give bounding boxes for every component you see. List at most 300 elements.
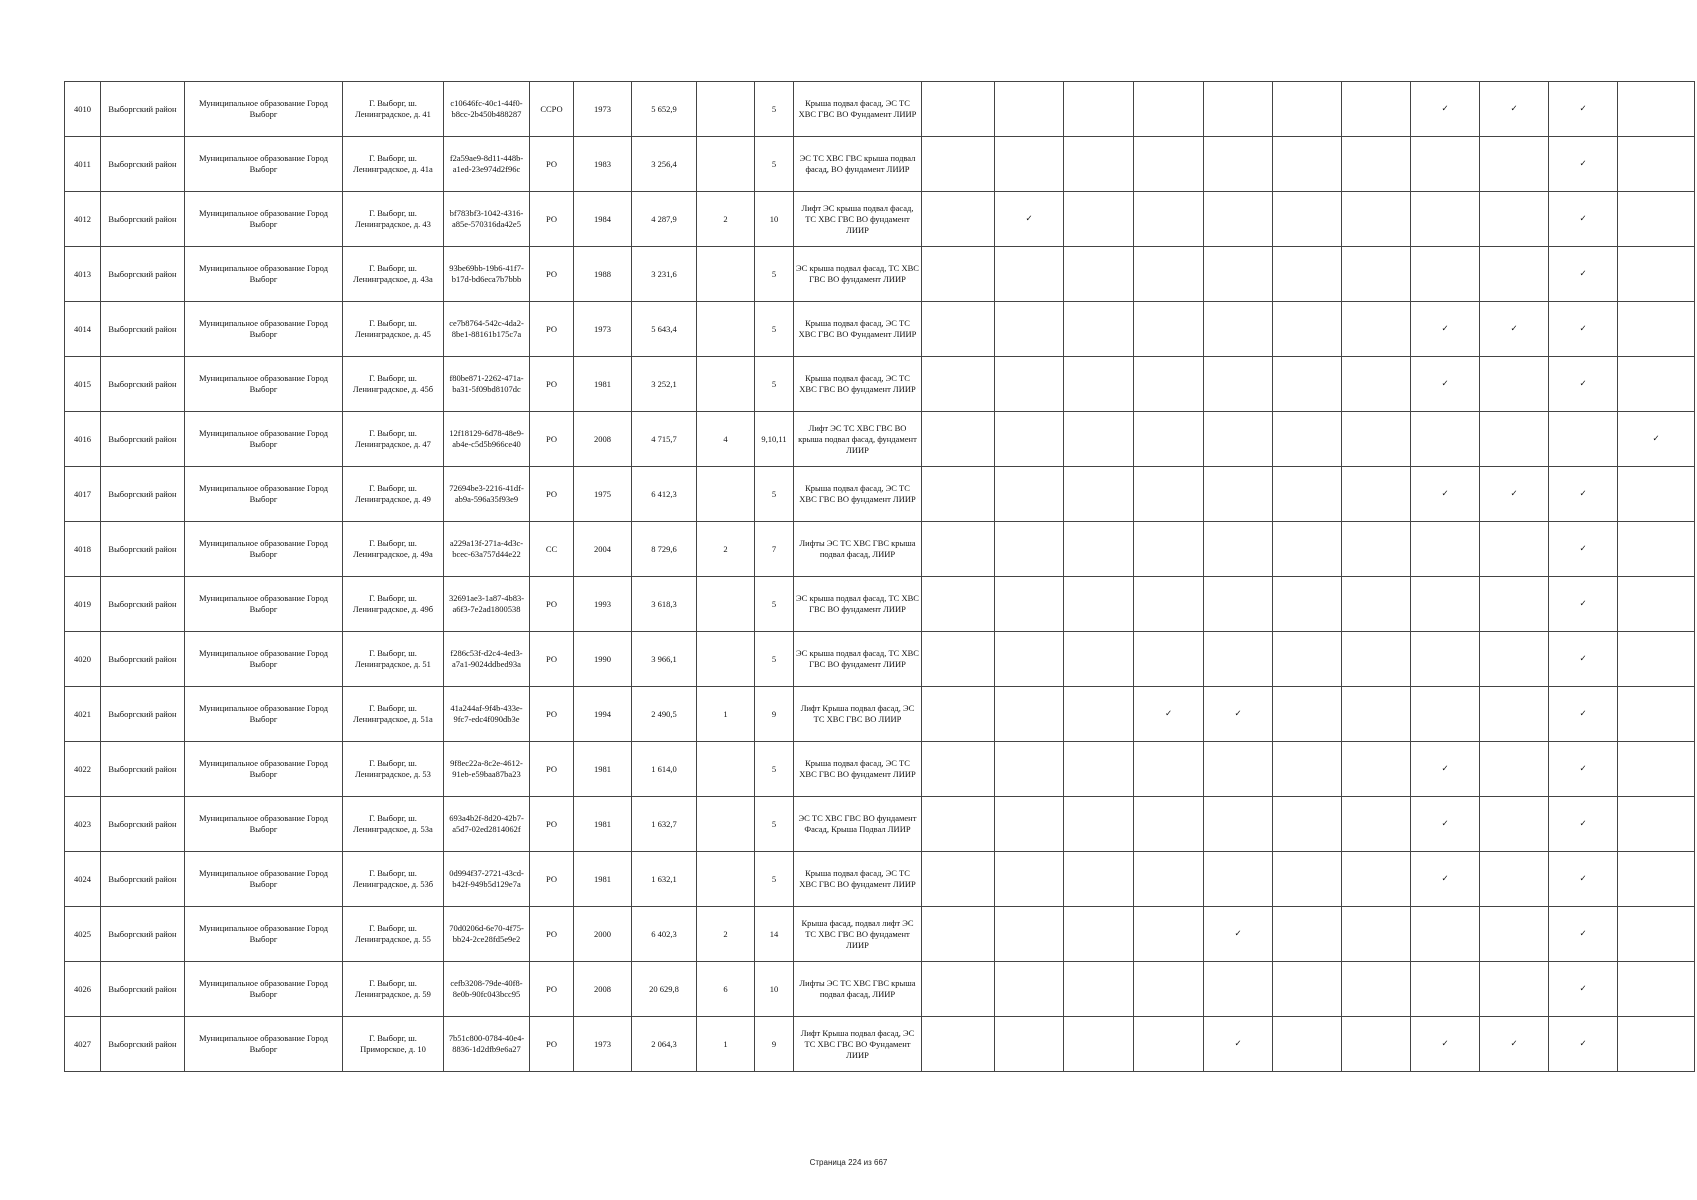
check-mark-icon: ✓ bbox=[1549, 632, 1618, 687]
municipality-cell: Муниципальное образование Город Выборг bbox=[185, 797, 343, 852]
district-cell: Выборгский район bbox=[101, 632, 185, 687]
empty-check-cell bbox=[922, 192, 995, 247]
empty-check-cell bbox=[1618, 797, 1695, 852]
empty-check-cell bbox=[1273, 632, 1342, 687]
empty-check-cell bbox=[1342, 632, 1411, 687]
type-cell: РО bbox=[530, 852, 574, 907]
empty-check-cell bbox=[1273, 412, 1342, 467]
empty-check-cell bbox=[1064, 192, 1134, 247]
empty-check-cell bbox=[1273, 797, 1342, 852]
empty-check-cell bbox=[1134, 412, 1204, 467]
floors-cell: 5 bbox=[755, 742, 794, 797]
empty-check-cell bbox=[922, 962, 995, 1017]
works-cell: ЭС ТС ХВС ГВС ВО фундамент Фасад, Крыша Подвал ЛИИР bbox=[794, 797, 922, 852]
guid-cell: a229a13f-271a-4d3c-bcec-63a757d44e22 bbox=[444, 522, 530, 577]
row-number: 4021 bbox=[65, 687, 101, 742]
empty-check-cell bbox=[1480, 137, 1549, 192]
type-cell: ССРО bbox=[530, 82, 574, 137]
empty-check-cell bbox=[1134, 577, 1204, 632]
area-cell: 3 256,4 bbox=[632, 137, 697, 192]
check-mark-icon: ✓ bbox=[1204, 907, 1273, 962]
empty-check-cell bbox=[1618, 687, 1695, 742]
empty-check-cell bbox=[1064, 687, 1134, 742]
guid-cell: 41a244af-9f4b-433e-9fc7-edc4f090db3e bbox=[444, 687, 530, 742]
empty-check-cell bbox=[1134, 247, 1204, 302]
guid-cell: 70d0206d-6e70-4f75-bb24-2ce28fd5e9e2 bbox=[444, 907, 530, 962]
check-mark-icon: ✓ bbox=[1549, 962, 1618, 1017]
type-cell: СС bbox=[530, 522, 574, 577]
empty-check-cell bbox=[1134, 82, 1204, 137]
check-mark-icon: ✓ bbox=[1411, 82, 1480, 137]
empty-check-cell bbox=[1480, 852, 1549, 907]
district-cell: Выборгский район bbox=[101, 962, 185, 1017]
check-mark-icon: ✓ bbox=[1549, 797, 1618, 852]
empty-check-cell bbox=[1273, 82, 1342, 137]
empty-check-cell bbox=[1342, 302, 1411, 357]
empty-check-cell bbox=[1342, 137, 1411, 192]
table-row bbox=[65, 852, 1695, 907]
municipality-cell: Муниципальное образование Город Выборг bbox=[185, 467, 343, 522]
district-cell: Выборгский район bbox=[101, 522, 185, 577]
area-cell: 3 231,6 bbox=[632, 247, 697, 302]
empty-check-cell bbox=[1342, 192, 1411, 247]
table-row bbox=[65, 302, 1695, 357]
empty-check-cell bbox=[922, 522, 995, 577]
empty-check-cell bbox=[995, 797, 1064, 852]
year-cell: 1981 bbox=[574, 357, 632, 412]
district-cell: Выборгский район bbox=[101, 742, 185, 797]
empty-check-cell bbox=[1342, 467, 1411, 522]
check-mark-icon: ✓ bbox=[1411, 797, 1480, 852]
floors-cell: 10 bbox=[755, 962, 794, 1017]
lifts-cell bbox=[697, 577, 755, 632]
check-mark-icon: ✓ bbox=[1480, 1017, 1549, 1072]
year-cell: 1984 bbox=[574, 192, 632, 247]
empty-check-cell bbox=[1342, 522, 1411, 577]
type-cell: РО bbox=[530, 247, 574, 302]
empty-check-cell bbox=[1411, 577, 1480, 632]
empty-check-cell bbox=[995, 852, 1064, 907]
empty-check-cell bbox=[1273, 192, 1342, 247]
check-mark-icon: ✓ bbox=[1411, 302, 1480, 357]
empty-check-cell bbox=[922, 1017, 995, 1072]
row-number: 4013 bbox=[65, 247, 101, 302]
empty-check-cell bbox=[1618, 302, 1695, 357]
row-number: 4027 bbox=[65, 1017, 101, 1072]
empty-check-cell bbox=[1618, 907, 1695, 962]
empty-check-cell bbox=[1480, 192, 1549, 247]
guid-cell: 7b51c800-0784-40e4-8836-1d2dfb9e6a27 bbox=[444, 1017, 530, 1072]
row-number: 4011 bbox=[65, 137, 101, 192]
empty-check-cell bbox=[1342, 687, 1411, 742]
municipality-cell: Муниципальное образование Город Выборг bbox=[185, 962, 343, 1017]
empty-check-cell bbox=[1273, 357, 1342, 412]
empty-check-cell bbox=[922, 247, 995, 302]
year-cell: 1973 bbox=[574, 302, 632, 357]
empty-check-cell bbox=[1273, 687, 1342, 742]
empty-check-cell bbox=[922, 632, 995, 687]
year-cell: 1981 bbox=[574, 797, 632, 852]
empty-check-cell bbox=[1618, 137, 1695, 192]
district-cell: Выборгский район bbox=[101, 907, 185, 962]
empty-check-cell bbox=[1273, 907, 1342, 962]
lifts-cell: 2 bbox=[697, 522, 755, 577]
empty-check-cell bbox=[1134, 192, 1204, 247]
works-cell: Крыша подвал фасад, ЭС ТС ХВС ГВС ВО фундамент ЛИИР bbox=[794, 742, 922, 797]
empty-check-cell bbox=[1342, 82, 1411, 137]
empty-check-cell bbox=[995, 907, 1064, 962]
municipality-cell: Муниципальное образование Город Выборг bbox=[185, 137, 343, 192]
municipality-cell: Муниципальное образование Город Выборг bbox=[185, 357, 343, 412]
empty-check-cell bbox=[1064, 412, 1134, 467]
works-cell: ЭС крыша подвал фасад, ТС ХВС ГВС ВО фундамент ЛИИР bbox=[794, 577, 922, 632]
floors-cell: 9 bbox=[755, 687, 794, 742]
guid-cell: f2a59ae9-8d11-448b-a1ed-23e974d2f96c bbox=[444, 137, 530, 192]
check-mark-icon: ✓ bbox=[1549, 467, 1618, 522]
empty-check-cell bbox=[1204, 302, 1273, 357]
works-cell: ЭС крыша подвал фасад, ТС ХВС ГВС ВО фундамент ЛИИР bbox=[794, 632, 922, 687]
empty-check-cell bbox=[922, 797, 995, 852]
lifts-cell bbox=[697, 137, 755, 192]
empty-check-cell bbox=[1342, 577, 1411, 632]
area-cell: 5 652,9 bbox=[632, 82, 697, 137]
floors-cell: 5 bbox=[755, 137, 794, 192]
empty-check-cell bbox=[995, 687, 1064, 742]
empty-check-cell bbox=[995, 247, 1064, 302]
lifts-cell bbox=[697, 467, 755, 522]
works-cell: Крыша подвал фасад, ЭС ТС ХВС ГВС ВО Фундамент ЛИИР bbox=[794, 302, 922, 357]
check-mark-icon: ✓ bbox=[1549, 907, 1618, 962]
floors-cell: 9 bbox=[755, 1017, 794, 1072]
empty-check-cell bbox=[922, 852, 995, 907]
check-mark-icon: ✓ bbox=[1480, 82, 1549, 137]
year-cell: 1994 bbox=[574, 687, 632, 742]
address-cell: Г. Выборг, ш. Ленинградское, д. 53 bbox=[343, 742, 444, 797]
municipality-cell: Муниципальное образование Город Выборг bbox=[185, 522, 343, 577]
municipality-cell: Муниципальное образование Город Выборг bbox=[185, 82, 343, 137]
empty-check-cell bbox=[995, 302, 1064, 357]
empty-check-cell bbox=[995, 82, 1064, 137]
address-cell: Г. Выборг, ш. Ленинградское, д. 45б bbox=[343, 357, 444, 412]
municipality-cell: Муниципальное образование Город Выборг bbox=[185, 302, 343, 357]
address-cell: Г. Выборг, ш. Ленинградское, д. 59 bbox=[343, 962, 444, 1017]
table-row bbox=[65, 962, 1695, 1017]
empty-check-cell bbox=[1618, 1017, 1695, 1072]
empty-check-cell bbox=[922, 82, 995, 137]
check-mark-icon: ✓ bbox=[995, 192, 1064, 247]
empty-check-cell bbox=[1064, 137, 1134, 192]
empty-check-cell bbox=[1480, 687, 1549, 742]
empty-check-cell bbox=[1273, 1017, 1342, 1072]
floors-cell: 5 bbox=[755, 357, 794, 412]
empty-check-cell bbox=[1064, 852, 1134, 907]
floors-cell: 14 bbox=[755, 907, 794, 962]
empty-check-cell bbox=[1411, 907, 1480, 962]
address-cell: Г. Выборг, ш. Ленинградское, д. 51а bbox=[343, 687, 444, 742]
empty-check-cell bbox=[1480, 797, 1549, 852]
lifts-cell: 1 bbox=[697, 1017, 755, 1072]
floors-cell: 5 bbox=[755, 632, 794, 687]
empty-check-cell bbox=[1618, 82, 1695, 137]
year-cell: 1983 bbox=[574, 137, 632, 192]
empty-check-cell bbox=[1134, 302, 1204, 357]
empty-check-cell bbox=[1134, 357, 1204, 412]
empty-check-cell bbox=[1204, 357, 1273, 412]
empty-check-cell bbox=[1134, 632, 1204, 687]
year-cell: 2008 bbox=[574, 412, 632, 467]
empty-check-cell bbox=[1273, 742, 1342, 797]
type-cell: РО bbox=[530, 1017, 574, 1072]
district-cell: Выборгский район bbox=[101, 797, 185, 852]
lifts-cell bbox=[697, 357, 755, 412]
lifts-cell bbox=[697, 852, 755, 907]
municipality-cell: Муниципальное образование Город Выборг bbox=[185, 632, 343, 687]
check-mark-icon: ✓ bbox=[1549, 247, 1618, 302]
guid-cell: 693a4b2f-8d20-42b7-a5d7-02ed2814062f bbox=[444, 797, 530, 852]
empty-check-cell bbox=[1342, 852, 1411, 907]
table-row bbox=[65, 687, 1695, 742]
empty-check-cell bbox=[1411, 192, 1480, 247]
year-cell: 1975 bbox=[574, 467, 632, 522]
district-cell: Выборгский район bbox=[101, 412, 185, 467]
check-mark-icon: ✓ bbox=[1549, 192, 1618, 247]
empty-check-cell bbox=[1480, 632, 1549, 687]
table-row bbox=[65, 742, 1695, 797]
address-cell: Г. Выборг, ш. Ленинградское, д. 41 bbox=[343, 82, 444, 137]
address-cell: Г. Выборг, ш. Приморское, д. 10 bbox=[343, 1017, 444, 1072]
check-mark-icon: ✓ bbox=[1480, 302, 1549, 357]
check-mark-icon: ✓ bbox=[1549, 302, 1618, 357]
type-cell: РО bbox=[530, 907, 574, 962]
check-mark-icon: ✓ bbox=[1549, 687, 1618, 742]
empty-check-cell bbox=[922, 412, 995, 467]
empty-check-cell bbox=[995, 522, 1064, 577]
year-cell: 1993 bbox=[574, 577, 632, 632]
empty-check-cell bbox=[922, 357, 995, 412]
empty-check-cell bbox=[1480, 522, 1549, 577]
empty-check-cell bbox=[1204, 852, 1273, 907]
district-cell: Выборгский район bbox=[101, 467, 185, 522]
guid-cell: c10646fc-40c1-44f0-b8cc-2b450b488287 bbox=[444, 82, 530, 137]
empty-check-cell bbox=[922, 907, 995, 962]
empty-check-cell bbox=[1480, 247, 1549, 302]
area-cell: 20 629,8 bbox=[632, 962, 697, 1017]
year-cell: 1973 bbox=[574, 82, 632, 137]
check-mark-icon: ✓ bbox=[1549, 577, 1618, 632]
empty-check-cell bbox=[1134, 907, 1204, 962]
empty-check-cell bbox=[1134, 522, 1204, 577]
empty-check-cell bbox=[1411, 687, 1480, 742]
guid-cell: cefb3208-79de-40f8-8e0b-90fc043bcc95 bbox=[444, 962, 530, 1017]
check-mark-icon: ✓ bbox=[1549, 1017, 1618, 1072]
empty-check-cell bbox=[1134, 852, 1204, 907]
empty-check-cell bbox=[1480, 742, 1549, 797]
empty-check-cell bbox=[1618, 522, 1695, 577]
works-cell: Крыша подвал фасад, ЭС ТС ХВС ГВС ВО фундамент ЛИИР bbox=[794, 357, 922, 412]
type-cell: РО bbox=[530, 302, 574, 357]
year-cell: 1981 bbox=[574, 742, 632, 797]
works-cell: Лифты ЭС ТС ХВС ГВС крыша подвал фасад, ЛИИР bbox=[794, 522, 922, 577]
guid-cell: ce7b8764-542c-4da2-8be1-88161b175c7a bbox=[444, 302, 530, 357]
year-cell: 2004 bbox=[574, 522, 632, 577]
empty-check-cell bbox=[1273, 577, 1342, 632]
empty-check-cell bbox=[1411, 522, 1480, 577]
empty-check-cell bbox=[922, 687, 995, 742]
empty-check-cell bbox=[1204, 467, 1273, 522]
check-mark-icon: ✓ bbox=[1549, 522, 1618, 577]
table-row bbox=[65, 907, 1695, 962]
empty-check-cell bbox=[1480, 907, 1549, 962]
check-mark-icon: ✓ bbox=[1549, 742, 1618, 797]
lifts-cell: 2 bbox=[697, 907, 755, 962]
empty-check-cell bbox=[1342, 357, 1411, 412]
empty-check-cell bbox=[1064, 357, 1134, 412]
empty-check-cell bbox=[1204, 577, 1273, 632]
row-number: 4023 bbox=[65, 797, 101, 852]
empty-check-cell bbox=[1064, 962, 1134, 1017]
check-mark-icon: ✓ bbox=[1134, 687, 1204, 742]
empty-check-cell bbox=[1204, 962, 1273, 1017]
district-cell: Выборгский район bbox=[101, 82, 185, 137]
check-mark-icon: ✓ bbox=[1204, 687, 1273, 742]
empty-check-cell bbox=[922, 742, 995, 797]
floors-cell: 5 bbox=[755, 247, 794, 302]
year-cell: 2000 bbox=[574, 907, 632, 962]
municipality-cell: Муниципальное образование Город Выборг bbox=[185, 852, 343, 907]
lifts-cell bbox=[697, 82, 755, 137]
district-cell: Выборгский район bbox=[101, 1017, 185, 1072]
empty-check-cell bbox=[1204, 247, 1273, 302]
year-cell: 2008 bbox=[574, 962, 632, 1017]
guid-cell: 72694be3-2216-41df-ab9a-596a35f93e9 bbox=[444, 467, 530, 522]
empty-check-cell bbox=[1411, 962, 1480, 1017]
empty-check-cell bbox=[995, 962, 1064, 1017]
empty-check-cell bbox=[1204, 137, 1273, 192]
empty-check-cell bbox=[1549, 412, 1618, 467]
empty-check-cell bbox=[1342, 412, 1411, 467]
empty-check-cell bbox=[1342, 742, 1411, 797]
empty-check-cell bbox=[995, 1017, 1064, 1072]
empty-check-cell bbox=[1134, 962, 1204, 1017]
empty-check-cell bbox=[995, 632, 1064, 687]
table-row bbox=[65, 797, 1695, 852]
area-cell: 8 729,6 bbox=[632, 522, 697, 577]
empty-check-cell bbox=[1411, 137, 1480, 192]
table-row bbox=[65, 82, 1695, 137]
works-cell: Лифт Крыша подвал фасад, ЭС ТС ХВС ГВС ВО ЛИИР bbox=[794, 687, 922, 742]
empty-check-cell bbox=[1134, 742, 1204, 797]
address-cell: Г. Выборг, ш. Ленинградское, д. 51 bbox=[343, 632, 444, 687]
municipality-cell: Муниципальное образование Город Выборг bbox=[185, 577, 343, 632]
empty-check-cell bbox=[1064, 742, 1134, 797]
floors-cell: 10 bbox=[755, 192, 794, 247]
municipality-cell: Муниципальное образование Город Выборг bbox=[185, 247, 343, 302]
empty-check-cell bbox=[1273, 962, 1342, 1017]
floors-cell: 5 bbox=[755, 852, 794, 907]
type-cell: РО bbox=[530, 687, 574, 742]
empty-check-cell bbox=[1064, 907, 1134, 962]
row-number: 4026 bbox=[65, 962, 101, 1017]
table-row bbox=[65, 467, 1695, 522]
works-cell: Крыша подвал фасад, ЭС ТС ХВС ГВС ВО Фундамент ЛИИР bbox=[794, 82, 922, 137]
area-cell: 3 966,1 bbox=[632, 632, 697, 687]
empty-check-cell bbox=[1618, 247, 1695, 302]
guid-cell: 0d994f37-2721-43cd-b42f-949b5d129e7a bbox=[444, 852, 530, 907]
table-row bbox=[65, 522, 1695, 577]
guid-cell: 32691ae3-1a87-4b83-a6f3-7e2ad1800538 bbox=[444, 577, 530, 632]
type-cell: РО bbox=[530, 797, 574, 852]
empty-check-cell bbox=[1273, 137, 1342, 192]
works-cell: Лифт ЭС ТС ХВС ГВС ВО крыша подвал фасад, фундамент ЛИИР bbox=[794, 412, 922, 467]
empty-check-cell bbox=[1618, 852, 1695, 907]
row-number: 4022 bbox=[65, 742, 101, 797]
empty-check-cell bbox=[1134, 137, 1204, 192]
guid-cell: 9f8ec22a-8c2e-4612-91eb-e59baa87ba23 bbox=[444, 742, 530, 797]
lifts-cell bbox=[697, 302, 755, 357]
lifts-cell bbox=[697, 247, 755, 302]
empty-check-cell bbox=[1204, 192, 1273, 247]
empty-check-cell bbox=[922, 137, 995, 192]
empty-check-cell bbox=[1480, 412, 1549, 467]
row-number: 4015 bbox=[65, 357, 101, 412]
area-cell: 6 402,3 bbox=[632, 907, 697, 962]
empty-check-cell bbox=[1204, 82, 1273, 137]
lifts-cell: 2 bbox=[697, 192, 755, 247]
floors-cell: 7 bbox=[755, 522, 794, 577]
guid-cell: 12f18129-6d78-48e9-ab4e-c5d5b966ce40 bbox=[444, 412, 530, 467]
empty-check-cell bbox=[1273, 302, 1342, 357]
lifts-cell bbox=[697, 632, 755, 687]
empty-check-cell bbox=[1134, 467, 1204, 522]
empty-check-cell bbox=[1064, 247, 1134, 302]
empty-check-cell bbox=[1618, 577, 1695, 632]
year-cell: 1988 bbox=[574, 247, 632, 302]
empty-check-cell bbox=[1618, 742, 1695, 797]
address-cell: Г. Выборг, ш. Ленинградское, д. 49 bbox=[343, 467, 444, 522]
table-body bbox=[65, 82, 1695, 1072]
table-row bbox=[65, 1017, 1695, 1072]
empty-check-cell bbox=[1204, 632, 1273, 687]
area-cell: 6 412,3 bbox=[632, 467, 697, 522]
empty-check-cell bbox=[995, 742, 1064, 797]
area-cell: 1 614,0 bbox=[632, 742, 697, 797]
empty-check-cell bbox=[1618, 962, 1695, 1017]
municipality-cell: Муниципальное образование Город Выборг bbox=[185, 1017, 343, 1072]
district-cell: Выборгский район bbox=[101, 687, 185, 742]
empty-check-cell bbox=[1064, 467, 1134, 522]
check-mark-icon: ✓ bbox=[1549, 82, 1618, 137]
empty-check-cell bbox=[1064, 1017, 1134, 1072]
lifts-cell bbox=[697, 742, 755, 797]
table-row bbox=[65, 632, 1695, 687]
lifts-cell bbox=[697, 797, 755, 852]
row-number: 4016 bbox=[65, 412, 101, 467]
guid-cell: f286c53f-d2c4-4ed3-a7a1-9024ddbed93a bbox=[444, 632, 530, 687]
district-cell: Выборгский район bbox=[101, 302, 185, 357]
address-cell: Г. Выборг, ш. Ленинградское, д. 43а bbox=[343, 247, 444, 302]
row-number: 4020 bbox=[65, 632, 101, 687]
area-cell: 3 252,1 bbox=[632, 357, 697, 412]
empty-check-cell bbox=[1064, 82, 1134, 137]
empty-check-cell bbox=[1273, 852, 1342, 907]
address-cell: Г. Выборг, ш. Ленинградское, д. 53а bbox=[343, 797, 444, 852]
works-cell: Крыша подвал фасад, ЭС ТС ХВС ГВС ВО фундамент ЛИИР bbox=[794, 852, 922, 907]
district-cell: Выборгский район bbox=[101, 577, 185, 632]
floors-cell: 5 bbox=[755, 797, 794, 852]
check-mark-icon: ✓ bbox=[1411, 357, 1480, 412]
address-cell: Г. Выборг, ш. Ленинградское, д. 49б bbox=[343, 577, 444, 632]
check-mark-icon: ✓ bbox=[1411, 852, 1480, 907]
